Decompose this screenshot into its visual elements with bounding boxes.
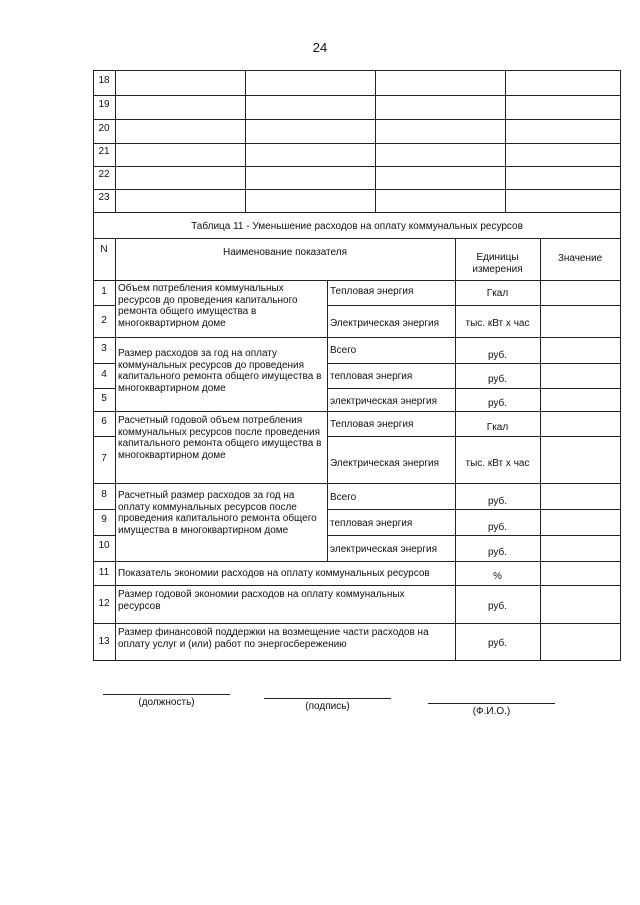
sub-label-2: Электрическая энергия — [330, 318, 439, 329]
unit-3: руб. — [487, 350, 508, 361]
t11-row-5: 5 — [101, 393, 107, 404]
t11-row-1: 1 — [101, 286, 107, 297]
t11-row-7: 7 — [101, 453, 107, 464]
row-number-19: 19 — [98, 99, 110, 110]
t11-row-10: 10 — [98, 540, 110, 551]
sub-label-1: Тепловая энергия — [330, 286, 414, 297]
header-units: Единицы измерения — [472, 252, 523, 275]
header-value: Значение — [557, 253, 603, 264]
signature-line — [264, 698, 391, 699]
unit-12: руб. — [487, 601, 508, 612]
t11-row-9: 9 — [101, 514, 107, 525]
group-name-2: Размер расходов за год на оплату коммунальных ресурсов до проведения капитального ремонта общего имущества в многоквартирном доме — [118, 348, 322, 394]
name-row-13: Размер финансовой поддержки на возмещение части расходов на оплату услуг и (или) работ по энергосбережению — [118, 627, 429, 650]
t11-row-3: 3 — [101, 343, 107, 354]
sub-label-3: Всего — [330, 345, 357, 356]
table-title: Таблица 11 - Уменьшение расходов на оплату коммунальных ресурсов — [191, 221, 523, 232]
group-name-1: Объем потребления коммунальных ресурсов до проведения капитального ремонта общего имущества в многоквартирном доме — [118, 283, 298, 329]
page-number: 24 — [312, 40, 328, 55]
unit-8: руб. — [487, 496, 508, 507]
signature-label: (подпись) — [305, 701, 350, 712]
row-number-21: 21 — [98, 146, 110, 157]
unit-10: руб. — [487, 547, 508, 558]
sub-label-7: Электрическая энергия — [330, 458, 439, 469]
row-number-23: 23 — [98, 192, 110, 203]
sub-label-6: Тепловая энергия — [330, 419, 414, 430]
row-number-20: 20 — [98, 123, 110, 134]
name-label: (Ф.И.О.) — [472, 706, 511, 717]
sub-label-9: тепловая энергия — [330, 518, 413, 529]
t11-row-8: 8 — [101, 489, 107, 500]
unit-2: тыс. кВт х час — [465, 318, 530, 329]
unit-9: руб. — [487, 522, 508, 533]
unit-13: руб. — [487, 638, 508, 649]
group-name-4: Расчетный размер расходов за год на оплату коммунальных ресурсов после проведения капитального ремонта общего имущества в многоквартирном доме — [118, 490, 317, 536]
t11-row-13: 13 — [98, 636, 110, 647]
t11-row-11: 11 — [98, 567, 110, 578]
unit-7: тыс. кВт х час — [465, 458, 530, 469]
unit-11: % — [493, 571, 502, 582]
position-label: (должность) — [138, 697, 195, 708]
header-number: N — [100, 244, 108, 255]
unit-4: руб. — [487, 374, 508, 385]
sub-label-5: электрическая энергия — [330, 396, 438, 407]
sub-label-4: тепловая энергия — [330, 371, 413, 382]
t11-row-6: 6 — [101, 416, 107, 427]
t11-row-2: 2 — [101, 315, 107, 326]
unit-6: Гкал — [486, 422, 509, 433]
sub-label-10: электрическая энергия — [330, 544, 438, 555]
unit-1: Гкал — [486, 288, 509, 299]
t11-row-12: 12 — [98, 598, 110, 609]
header-name: Наименование показателя — [223, 247, 347, 258]
row-number-22: 22 — [98, 169, 110, 180]
name-line — [428, 703, 555, 704]
sub-label-8: Всего — [330, 492, 357, 503]
group-name-3: Расчетный годовой объем потребления коммунальных ресурсов после проведения капитального ремонта общего имущества в многоквартирном доме — [118, 415, 322, 461]
position-line — [103, 694, 230, 695]
name-row-12: Размер годовой экономии расходов на оплату коммунальных ресурсов — [118, 589, 405, 612]
t11-row-4: 4 — [101, 369, 107, 380]
name-row-11: Показатель экономии расходов на оплату коммунальных ресурсов — [118, 568, 430, 579]
row-number-18: 18 — [98, 75, 110, 86]
unit-5: руб. — [487, 398, 508, 409]
